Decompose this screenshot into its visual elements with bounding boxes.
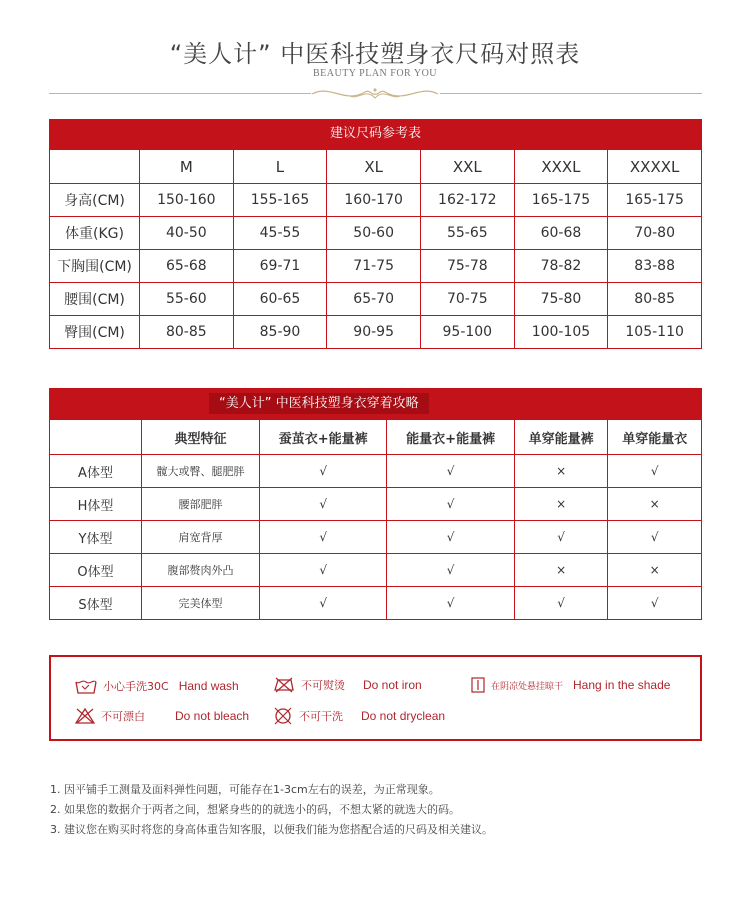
body-type-label: Y体型 xyxy=(50,521,142,554)
body-feature: 髋大或臀、腿肥胖 xyxy=(142,455,260,488)
strategy-table xyxy=(49,419,702,620)
no-dryclean-icon xyxy=(273,707,293,725)
size-table-caption: 建议尺码参考表 xyxy=(49,119,702,149)
body-type-label: S体型 xyxy=(50,587,142,620)
page-subtitle: BEAUTY PLAN FOR YOU xyxy=(312,68,438,79)
strategy-header-row xyxy=(50,420,702,455)
size-cell: 78-82 xyxy=(514,250,608,283)
care-hand-wash xyxy=(75,677,239,695)
table-row xyxy=(50,488,702,521)
body-feature: 腹部赘肉外凸 xyxy=(142,554,260,587)
fit-mark: √ xyxy=(608,455,702,488)
page-title: “美人计” 中医科技塑身衣尺码对照表 xyxy=(169,40,581,68)
fit-mark: √ xyxy=(260,587,387,620)
row-label: 下胸围(CM) xyxy=(50,250,140,283)
size-cell: 105-110 xyxy=(608,316,702,349)
strategy-table-caption: “美人计” 中医科技塑身衣穿着攻略 xyxy=(209,393,429,414)
ornament-icon xyxy=(310,84,440,104)
row-label: 腰围(CM) xyxy=(50,283,140,316)
size-header-cell: L xyxy=(233,150,327,184)
size-table-section xyxy=(49,119,702,349)
strategy-caption-bar xyxy=(49,388,702,419)
strategy-table-section xyxy=(49,388,702,620)
care-hang-shade xyxy=(471,677,670,693)
fit-mark: √ xyxy=(514,587,608,620)
hand-wash-cn: 小心手洗30C xyxy=(103,680,169,693)
size-cell: 75-80 xyxy=(514,283,608,316)
size-table xyxy=(49,149,702,349)
size-cell: 75-78 xyxy=(420,250,514,283)
no-iron-icon xyxy=(273,676,295,694)
size-header-cell: XXXL xyxy=(514,150,608,184)
size-header-row xyxy=(50,150,702,184)
divider-left xyxy=(49,93,311,94)
size-cell: 165-175 xyxy=(608,184,702,217)
size-cell: 80-85 xyxy=(608,283,702,316)
row-label: 身高(CM) xyxy=(50,184,140,217)
no-bleach-cn: 不可漂白 xyxy=(101,710,145,723)
notes xyxy=(50,780,493,840)
strategy-header-cell: 单穿能量衣 xyxy=(608,420,702,455)
size-cell: 70-75 xyxy=(420,283,514,316)
fit-mark: × xyxy=(608,488,702,521)
hand-wash-en: Hand wash xyxy=(178,679,239,693)
body-type-label: O体型 xyxy=(50,554,142,587)
size-cell: 60-65 xyxy=(233,283,327,316)
size-cell: 80-85 xyxy=(140,316,234,349)
size-cell: 65-70 xyxy=(327,283,421,316)
table-row xyxy=(50,554,702,587)
size-header-cell: XL xyxy=(327,150,421,184)
strategy-header-cell: 典型特征 xyxy=(142,420,260,455)
table-row xyxy=(50,217,702,250)
care-no-iron xyxy=(273,676,422,694)
size-cell: 100-105 xyxy=(514,316,608,349)
fit-mark: √ xyxy=(260,521,387,554)
fit-mark: √ xyxy=(387,488,514,521)
fit-mark: × xyxy=(514,488,608,521)
no-bleach-icon xyxy=(75,707,95,725)
care-no-bleach xyxy=(75,707,249,725)
size-cell: 160-170 xyxy=(327,184,421,217)
table-row xyxy=(50,587,702,620)
hand-wash-icon xyxy=(75,677,97,695)
fit-mark: × xyxy=(514,455,608,488)
table-row xyxy=(50,184,702,217)
body-feature: 肩宽背厚 xyxy=(142,521,260,554)
strategy-header-cell: 蚕茧衣+能量裤 xyxy=(260,420,387,455)
divider-right xyxy=(440,93,702,94)
fit-mark: × xyxy=(514,554,608,587)
fit-mark: × xyxy=(608,554,702,587)
no-dryclean-cn: 不可干洗 xyxy=(299,710,343,723)
body-feature: 完美体型 xyxy=(142,587,260,620)
size-header-cell: XXL xyxy=(420,150,514,184)
size-cell: 71-75 xyxy=(327,250,421,283)
size-cell: 150-160 xyxy=(140,184,234,217)
size-cell: 45-55 xyxy=(233,217,327,250)
strategy-header-corner xyxy=(50,420,142,455)
size-header-cell: M xyxy=(140,150,234,184)
no-bleach-en: Do not bleach xyxy=(175,709,250,723)
size-cell: 55-60 xyxy=(140,283,234,316)
size-cell: 90-95 xyxy=(327,316,421,349)
size-cell: 162-172 xyxy=(420,184,514,217)
table-row xyxy=(50,316,702,349)
care-instructions xyxy=(49,655,702,741)
note-item: 2. 如果您的数据介于两者之间，想紧身些的的就选小的码，不想太紧的就选大的码。 xyxy=(50,803,460,816)
table-row xyxy=(50,283,702,316)
fit-mark: √ xyxy=(387,455,514,488)
size-cell: 55-65 xyxy=(420,217,514,250)
note-item: 3. 建议您在购买时将您的身高体重告知客服，以便我们能为您搭配合适的尺码及相关建议。 xyxy=(50,823,493,836)
body-feature: 腰部肥胖 xyxy=(142,488,260,521)
fit-mark: √ xyxy=(260,554,387,587)
size-cell: 50-60 xyxy=(327,217,421,250)
fit-mark: √ xyxy=(260,455,387,488)
strategy-header-cell: 单穿能量裤 xyxy=(514,420,608,455)
table-row xyxy=(50,250,702,283)
size-cell: 95-100 xyxy=(420,316,514,349)
size-header-corner xyxy=(50,150,140,184)
size-cell: 83-88 xyxy=(608,250,702,283)
size-cell: 155-165 xyxy=(233,184,327,217)
size-cell: 165-175 xyxy=(514,184,608,217)
size-cell: 69-71 xyxy=(233,250,327,283)
note-item: 1. 因平铺手工测量及面料弹性问题，可能存在1-3cm左右的误差，为正常现象。 xyxy=(50,783,440,796)
size-cell: 85-90 xyxy=(233,316,327,349)
table-row xyxy=(50,455,702,488)
size-cell: 65-68 xyxy=(140,250,234,283)
fit-mark: √ xyxy=(387,554,514,587)
size-cell: 70-80 xyxy=(608,217,702,250)
no-iron-cn: 不可熨烫 xyxy=(301,679,345,692)
fit-mark: √ xyxy=(514,521,608,554)
fit-mark: √ xyxy=(608,587,702,620)
body-type-label: A体型 xyxy=(50,455,142,488)
fit-mark: √ xyxy=(608,521,702,554)
fit-mark: √ xyxy=(387,587,514,620)
fit-mark: √ xyxy=(387,521,514,554)
hang-dry-icon xyxy=(471,677,485,693)
table-row xyxy=(50,521,702,554)
no-iron-en: Do not iron xyxy=(363,678,422,692)
no-dryclean-en: Do not dryclean xyxy=(361,709,446,723)
row-label: 臀围(CM) xyxy=(50,316,140,349)
shade-cn: 在阴凉处悬挂晾干 xyxy=(491,681,564,692)
shade-en: Hang in the shade xyxy=(573,678,671,692)
row-label: 体重(KG) xyxy=(50,217,140,250)
body-type-label: H体型 xyxy=(50,488,142,521)
size-cell: 40-50 xyxy=(140,217,234,250)
size-header-cell: XXXXL xyxy=(608,150,702,184)
strategy-header-cell: 能量衣+能量裤 xyxy=(387,420,514,455)
size-cell: 60-68 xyxy=(514,217,608,250)
care-no-dryclean xyxy=(273,707,445,725)
fit-mark: √ xyxy=(260,488,387,521)
